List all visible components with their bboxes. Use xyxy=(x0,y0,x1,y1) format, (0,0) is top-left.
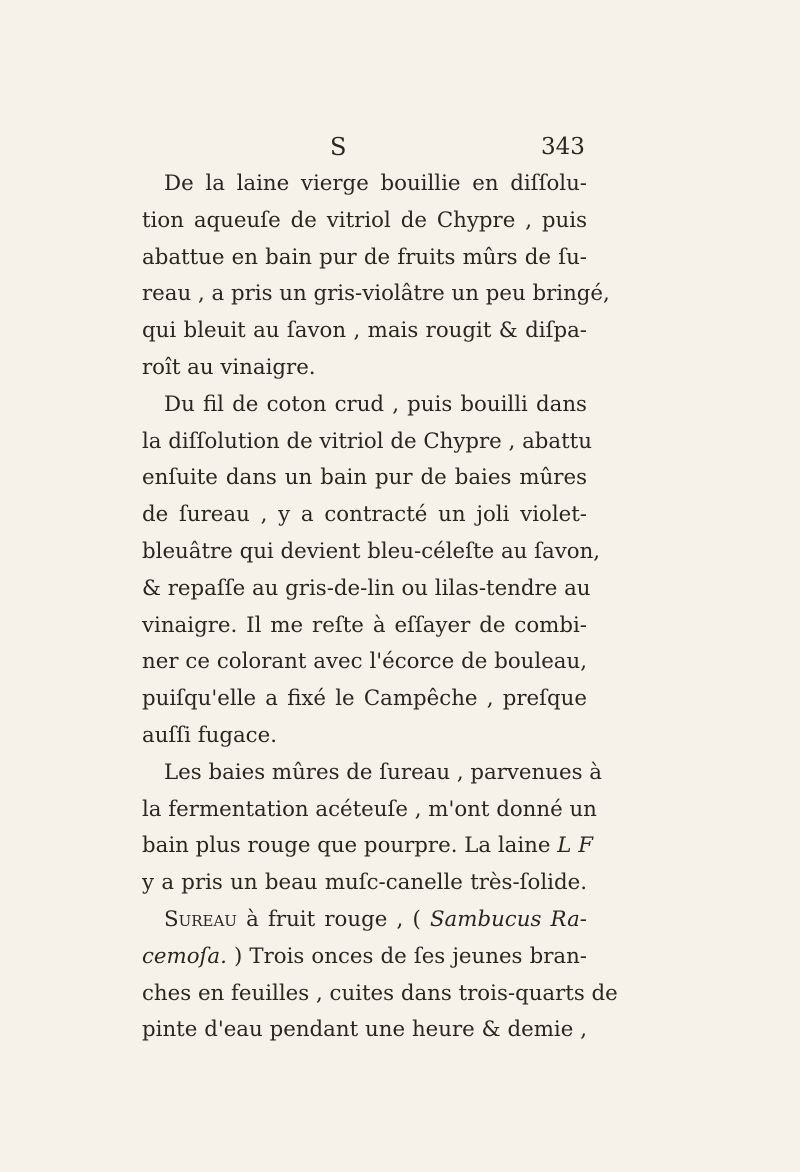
text-line: vinaigre. Il me reſte à eſſayer de combi- xyxy=(142,612,587,638)
text-line: reau , a pris un gris-violâtre un peu bringé, xyxy=(142,281,610,307)
text-line: la diſſolution de vitriol de Chypre , abattu xyxy=(142,428,592,454)
text-line: roît au vinaigre. xyxy=(142,354,316,380)
text-line xyxy=(142,828,593,865)
text-segment: bain plus rouge que pourpre. La laine xyxy=(142,833,551,859)
text-line: la fermentation acéteuſe , m'ont donné un xyxy=(142,796,597,822)
smallcaps-heading: Sureau xyxy=(164,906,237,932)
text-line xyxy=(142,902,587,939)
text-line: qui bleuit au ſavon , mais rougit & diſpa- xyxy=(142,318,587,344)
text-segment: ) Trois onces de ſes jeunes bran- xyxy=(234,943,587,969)
text-line: tion aqueuſe de vitriol de Chypre , puis xyxy=(142,207,587,233)
text-line: puiſqu'elle a fixé le Campêche , preſque xyxy=(142,686,587,712)
text-line: ches en feuilles , cuites dans trois-quarts de xyxy=(142,980,618,1006)
text-line: auſſi fugace. xyxy=(142,722,277,748)
text-line: De la laine vierge bouillie en diſſolu- xyxy=(164,171,587,196)
text-line: y a pris un beau muſc-canelle très-ſolide. xyxy=(142,870,587,896)
italic-text: L F xyxy=(557,833,593,859)
signature-mark: S xyxy=(330,133,348,161)
text-line: bleuâtre qui devient bleu-céleſte au ſavon, xyxy=(142,538,601,564)
text-line: Du fil de coton crud , puis bouilli dans xyxy=(164,391,587,417)
italic-text: cemoſa. xyxy=(142,943,227,969)
text-line: abattue en bain pur de fruits mûrs de ſu- xyxy=(142,244,587,270)
body-text xyxy=(142,166,618,1049)
text-line: de ſureau , y a contracté un joli violet- xyxy=(142,502,587,528)
text-line xyxy=(142,939,587,976)
text-line: Les baies mûres de ſureau , parvenues à xyxy=(164,759,602,785)
page-number: 343 xyxy=(541,134,585,160)
italic-text: Sambucus Ra- xyxy=(429,906,587,932)
text-line: ner ce colorant avec l'écorce de bouleau, xyxy=(142,649,587,675)
text-line: pinte d'eau pendant une heure & demie , xyxy=(142,1017,587,1043)
text-line: & repaſſe au gris-de-lin ou lilas-tendre au xyxy=(142,575,591,601)
text-segment: à fruit rouge , ( xyxy=(246,906,421,932)
text-line: enſuite dans un bain pur de baies mûres xyxy=(142,465,587,491)
